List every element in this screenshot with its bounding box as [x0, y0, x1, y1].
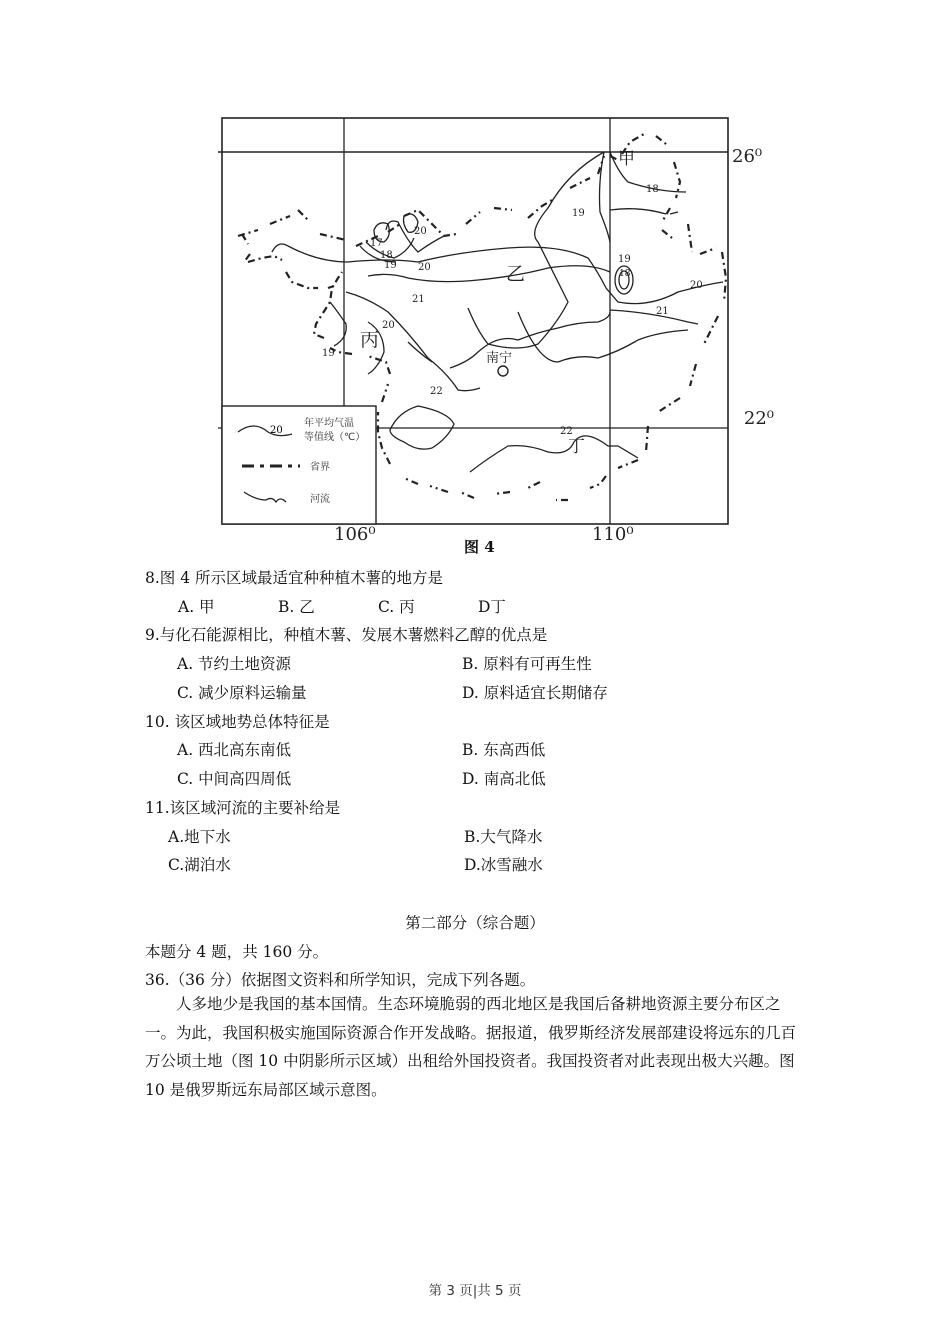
legend-river-label: 河流: [310, 494, 330, 505]
page-footer: 第 3 页|共 5 页: [428, 1283, 522, 1299]
question-36-heading: 36.（36 分）依据图文资料和所学知识，完成下列各题。: [145, 971, 536, 989]
q10-option-c: C. 中间高四周低: [177, 770, 292, 788]
isotherm-label: 17: [370, 238, 383, 249]
q11-option-d: D.冰雪融水: [464, 856, 543, 874]
isotherm-label: 20: [690, 280, 703, 291]
isotherm-label: 21: [656, 306, 669, 317]
q9-option-c: C. 减少原料运输量: [177, 684, 307, 702]
figure-4-map: [218, 112, 778, 542]
isotherm-label: 21: [412, 294, 425, 305]
isotherm-label: 18: [646, 184, 659, 195]
q8-option-a: A. 甲: [178, 598, 215, 616]
q11-option-a: A.地下水: [168, 828, 231, 846]
place-yi: 乙: [506, 263, 526, 285]
q10-option-a: A. 西北高东南低: [177, 741, 292, 759]
isotherm-label: 20: [414, 226, 427, 237]
isotherm-label: 18: [619, 269, 631, 279]
isotherm-label: 19: [572, 208, 585, 219]
q11-option-b: B.大气降水: [464, 828, 543, 846]
isotherm-label: 19: [384, 260, 397, 271]
part2-intro: 本题分 4 题，共 160 分。: [145, 943, 329, 961]
part2-title: 第二部分（综合题）: [405, 914, 545, 932]
lat-26-label: 26⁰: [732, 146, 763, 167]
q10-option-d: D. 南高北低: [462, 770, 546, 788]
q8-option-c: C. 丙: [378, 598, 415, 616]
isotherm-label: 20: [382, 320, 395, 331]
lon-110-label: 110⁰: [592, 524, 634, 542]
legend-isotherm-sample: 20: [270, 425, 283, 436]
q11-option-c: C.湖泊水: [168, 856, 231, 874]
isotherm-label: 19: [322, 348, 335, 359]
q9-option-a: A. 节约土地资源: [177, 655, 292, 673]
legend-isotherm-label: 年平均气温: [304, 418, 354, 429]
q8-option-d: D丁: [478, 598, 506, 616]
question-36-body: 人多地少是我国的基本国情。生态环境脆弱的西北地区是我国后备耕地资源主要分布区之一。为此，我国积极实施国际资源合作开发战略。据报道，俄罗斯经济发展部建设将远东的几百万公顷土地（图 10 中阴影所示区域）出租给外国投资者。我国投资者对此表现出极大兴趣。图 10 是俄罗斯远东局部区域示意图。: [145, 995, 797, 1099]
question-9-text: 9.与化石能源相比，种植木薯、发展木薯燃料乙醇的优点是: [145, 626, 548, 644]
place-bing: 丙: [360, 329, 380, 351]
legend-isotherm-label-2: 等值线（℃）: [304, 432, 366, 443]
isotherm-label: 19: [618, 254, 631, 265]
isotherm-label: 22: [560, 426, 573, 437]
isotherm-label: 20: [418, 262, 431, 273]
q10-option-b: B. 东高西低: [462, 741, 546, 759]
question-11-text: 11.该区域河流的主要补给是: [145, 799, 341, 817]
place-nanning: 南宁: [486, 351, 513, 366]
map-svg: [218, 112, 778, 542]
q9-option-b: B. 原料有可再生性: [462, 655, 592, 673]
isotherm-label: 18: [380, 250, 393, 261]
place-jia: 甲: [618, 149, 635, 169]
question-8-text: 8.图 4 所示区域最适宜种种植木薯的地方是: [145, 569, 444, 587]
legend-border-label: 省界: [310, 462, 330, 473]
q8-option-b: B. 乙: [278, 598, 315, 616]
q9-option-d: D. 原料适宜长期储存: [462, 684, 608, 702]
lon-106-label: 106⁰: [334, 524, 376, 542]
figure-caption: 图 4: [464, 538, 495, 556]
lat-22-label: 22⁰: [743, 408, 774, 429]
isotherm-label: 22: [430, 386, 443, 397]
place-ding: 丁: [568, 437, 585, 457]
question-10-text: 10. 该区域地势总体特征是: [145, 713, 330, 731]
